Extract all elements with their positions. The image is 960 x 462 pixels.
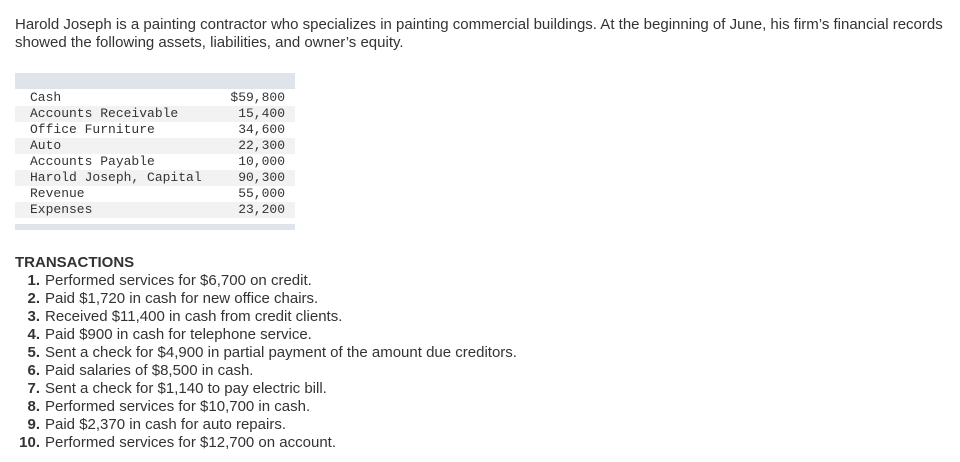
- item-text: Paid salaries of $8,500 in cash.: [45, 362, 254, 379]
- item-number: 8.: [27, 398, 40, 415]
- table-row: [15, 138, 295, 154]
- table-row: [15, 170, 295, 186]
- item-text: Paid $2,370 in cash for auto repairs.: [45, 416, 286, 433]
- item-text: Performed services for $6,700 on credit.: [45, 272, 312, 289]
- account-name: Accounts Payable: [15, 154, 223, 170]
- item-text: Performed services for $10,700 in cash.: [45, 398, 311, 415]
- account-amount: 34,600: [223, 122, 295, 138]
- table-footer-bar: [15, 224, 295, 230]
- account-amount: 90,300: [223, 170, 295, 186]
- list-item: [15, 326, 915, 344]
- account-name: Accounts Receivable: [15, 106, 223, 122]
- table-row: [15, 154, 295, 170]
- account-amount: 22,300: [223, 138, 295, 154]
- transactions-section: [15, 254, 915, 452]
- account-name: Harold Joseph, Capital: [15, 170, 223, 186]
- item-text: Paid $900 in cash for telephone service.: [45, 326, 312, 343]
- item-number: 2.: [27, 290, 40, 307]
- account-amount: 23,200: [223, 202, 295, 218]
- list-item: [15, 380, 915, 398]
- item-text: Performed services for $12,700 on account.: [45, 434, 336, 451]
- table-row: [15, 202, 295, 218]
- accounts-table: [15, 73, 295, 230]
- item-text: Sent a check for $1,140 to pay electric bill.: [45, 380, 327, 397]
- account-name: Expenses: [15, 202, 223, 218]
- list-item: [15, 344, 915, 362]
- account-amount: $59,800: [223, 90, 295, 106]
- table-row: [15, 186, 295, 202]
- account-amount: 15,400: [223, 106, 295, 122]
- list-item: [15, 272, 915, 290]
- accounts-table-body: [15, 90, 295, 218]
- list-item: [15, 398, 915, 416]
- account-amount: 10,000: [223, 154, 295, 170]
- item-number: 6.: [27, 362, 40, 379]
- item-number: 4.: [27, 326, 40, 343]
- list-item: [15, 434, 915, 452]
- item-number: 5.: [27, 344, 40, 361]
- item-number: 3.: [27, 308, 40, 325]
- account-name: Auto: [15, 138, 223, 154]
- transactions-list: [15, 272, 915, 452]
- table-row: [15, 122, 295, 138]
- item-number: 1.: [27, 272, 40, 289]
- table-row: [15, 90, 295, 106]
- table-row: [15, 106, 295, 122]
- list-item: [15, 362, 915, 380]
- list-item: [15, 416, 915, 434]
- item-text: Received $11,400 in cash from credit clients.: [45, 308, 343, 325]
- list-item: [15, 308, 915, 326]
- item-number: 10.: [19, 434, 40, 451]
- account-name: Revenue: [15, 186, 223, 202]
- transactions-title: TRANSACTIONS: [15, 254, 135, 271]
- item-text: Sent a check for $4,900 in partial payment of the amount due creditors.: [45, 344, 517, 361]
- intro-paragraph: Harold Joseph is a painting contractor who specializes in painting commercial buildings. At the beginning of June, his firm’s financial records showed the following assets, liabilities, and owner’s equity.: [15, 16, 943, 51]
- item-number: 7.: [27, 380, 40, 397]
- table-header-bar: [15, 73, 295, 89]
- account-amount: 55,000: [223, 186, 295, 202]
- item-number: 9.: [27, 416, 40, 433]
- account-name: Cash: [15, 90, 223, 106]
- list-item: [15, 290, 915, 308]
- item-text: Paid $1,720 in cash for new office chairs.: [45, 290, 319, 307]
- account-name: Office Furniture: [15, 122, 223, 138]
